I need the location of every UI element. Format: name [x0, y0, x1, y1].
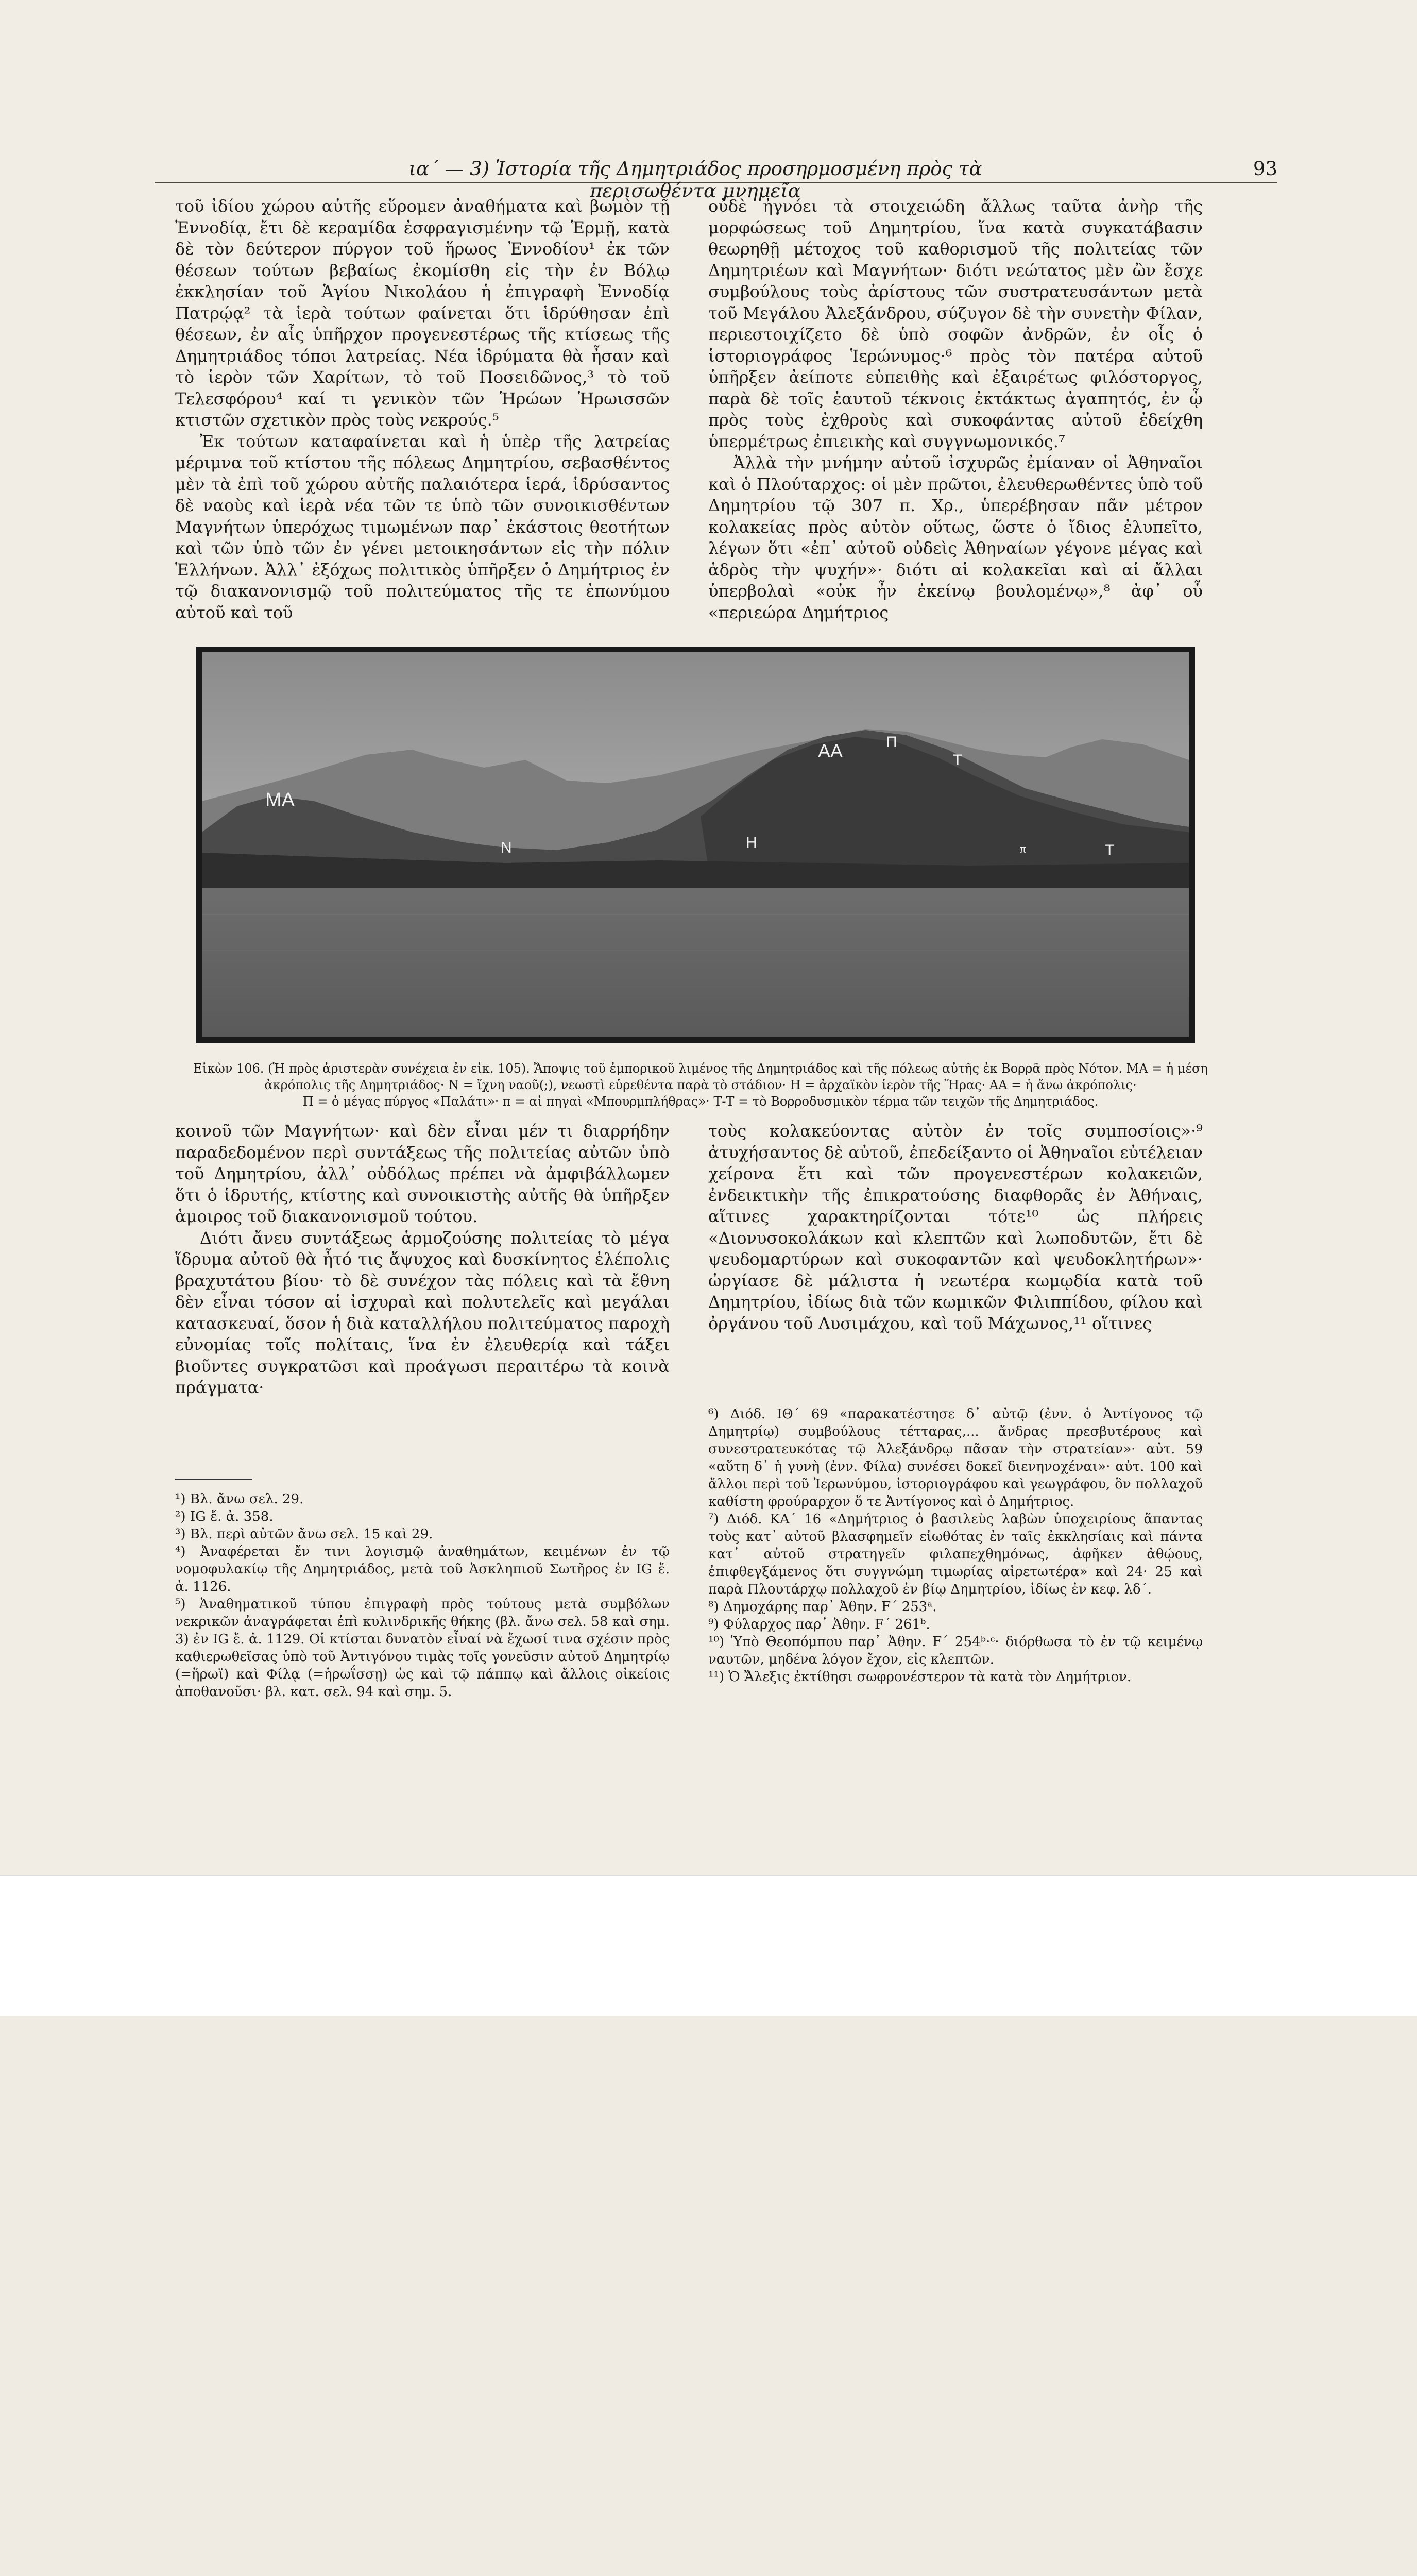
- paragraph: Ἀλλὰ τὴν μνήμην αὐτοῦ ἰσχυρῶς ἐμίαναν οἱ Ἀθηναῖοι καὶ ὁ Πλούταρχος: οἱ μὲν πρῶτοι, ἐλευθερωθέντες ὑπὸ τοῦ Δημητρίου τῷ 307 π. Χρ., ὑπερέβησαν πᾶν μέτρον κολακείας πρὸς αὐτὸν οὕτως, ὥστε ὁ ἴδιος ἐλυπεῖτο, λέγων ὅτι «ἐπ᾽ αὐτοῦ οὐδεὶς Ἀθηναίων γέγονε μέγας καὶ ἁδρὸς τὴν ψυχήν»· διότι αἱ κολακεῖαι καὶ αἱ ἄλλαι ὑπερβολαὶ «οὐκ ἦν ἐκείνῳ βουλομένῳ»,⁸ ἀφ᾽ οὗ «περιεώρα Δημήτριος: [708, 453, 1203, 622]
- harbor-landscape-image: [196, 647, 1195, 1043]
- caption-line: Εἰκὼν 106. (Ἡ πρὸς ἀριστερὰν συνέχεια ἐν εἰκ. 105). Ἄποψις τοῦ ἐμπορικοῦ λιμένος τῆς Δημητριάδος καὶ τῆς πόλεως αὐτῆς ἐκ Βορρᾶ πρὸς Νότον. ΜΑ = ἡ μέση ἀκρόπολις τῆς Δημητριάδος· Ν = ἴχνη ναοῦ(;), νεωστὶ εὑρεθέντα παρὰ τὸ στάδιον· Η = ἀρχαϊκὸν ἱερὸν τῆς Ἥρας· ΑΑ = ἡ ἄνω ἀκρόπολις·: [193, 1061, 1208, 1092]
- footnote: ⁸) Δημοχάρης παρ᾽ Ἀθην. F΄ 253ᵃ.: [708, 1599, 937, 1615]
- right-column-bottom: [708, 1121, 1203, 1334]
- photo-label-p: Π: [886, 734, 897, 751]
- photo-label-pi: π: [1020, 842, 1027, 856]
- caption-line: Π = ὁ μέγας πύργος «Παλάτι»· π = αἱ πηγαὶ «Μπουρμπλήθρας»· Τ-Τ = τὸ Βορροδυσμικὸν τέρμα τῶν τειχῶν τῆς Δημητριάδος.: [302, 1094, 1099, 1109]
- paragraph: κοινοῦ τῶν Μαγνήτων· καὶ δὲν εἶναι μέν τι διαρρήδην παραδεδομένον περὶ συντάξεως τῆς πολιτείας αὐτῶν ὑπὸ τοῦ Δημητρίου, ἀλλ᾽ οὐδόλως πρέπει νὰ ἀμφιβάλλωμεν ὅτι ὁ ἱδρυτής, κτίστης καὶ συνοικιστὴς αὐτῆς θὰ ὑπῆρξεν ἁμοιρος τοῦ διακανονισμοῦ τούτου.: [175, 1121, 670, 1226]
- paragraph: Ἐκ τούτων καταφαίνεται καὶ ἡ ὑπὲρ τῆς λατρείας μέριμνα τοῦ κτίστου τῆς πόλεως Δημητρίου, σεβασθέντος μὲν τὰ ἐπὶ τοῦ χώρου αὐτῆς παλαιότερα ἱερά, ἱδρύσαντος δὲ ναοὺς καὶ ἱερὰ νέα τῶν τε ὑπὸ τῶν συνοικισθέντων Μαγνήτων ὑπερόχως τιμωμένων παρ᾽ ἑκάστοις θεοτήτων καὶ τῶν ὑπὸ τῶν ἐν γένει μετοικησάντων εἰς τὴν πόλιν Ἑλλήνων. Ἀλλ᾽ ἐξόχως πολιτικὸς ὑπῆρξεν ὁ Δημήτριος ἐν τῷ διακανονισμῷ τοῦ πολιτεύματος τῆς τε ἐπωνύμου αὐτοῦ καὶ τοῦ: [175, 431, 670, 622]
- paragraph: οὐδὲ ἠγνόει τὰ στοιχειώδη ἄλλως ταῦτα ἀνὴρ τῆς μορφώσεως τοῦ Δημητρίου, ἵνα κατὰ συγκατάβασιν θεωρηθῇ μέτοχος τοῦ καθορισμοῦ τῆς πολιτείας τῶν Δημητριέων καὶ Μαγνήτων· διότι νεώτατος μὲν ὢν ἔσχε συμβούλους τοὺς ἀρίστους τῶν συστρατευσάντων μετὰ τοῦ Μεγάλου Ἀλεξάνδρου, σύζυγον δὲ τὴν συνετὴν Φίλαν, περιεστοιχίζετο δὲ ὑπὸ σοφῶν ἀνδρῶν, ἐν οἷς ὁ ἱστοριογράφος Ἱερώνυμος·⁶ πρὸς τὸν πατέρα αὐτοῦ ὑπῆρξεν ἀείποτε εὐπειθὴς καὶ ἐξαιρέτως φιλόστοργος, παρὰ δὲ τοῖς ἑαυτοῦ τέκνοις ἐκτάκτως ἀγαπητός, ἐν ᾧ πρὸς τοὺς ἐχθροὺς καὶ συκοφάντας αὐτοῦ ἐδείχθη ὑπερμέτρως ἐπιεικὴς καὶ συγγνωμονικός.⁷: [708, 196, 1203, 451]
- photo-label-h: Η: [746, 834, 757, 851]
- paragraph: τοὺς κολακεύοντας αὐτὸν ἐν τοῖς συμποσίοις»·⁹ ἀτυχήσαντος δὲ αὐτοῦ, ἐπεδείξαντο οἱ Ἀθηναῖοι εὐτέλειαν χείρονα ἔτι καὶ τῶν προγενεστέρων κολακειῶν, ἐνδεικτικὴν τῆς ἐπικρατούσης διαφθορᾶς ἐν Ἀθήναις, αἵτινες χαρακτηρίζονται τότε¹⁰ ὡς πλήρεις «Διονυσοκολάκων καὶ κλεπτῶν καὶ λωποδυτῶν, ἔτι δὲ ψευδομαρτύρων καὶ συκοφαντῶν καὶ ψευδοκλητήρων»· ὠργίασε δὲ μάλιστα ἡ νεωτέρα κωμῳδία κατὰ τοῦ Δημητρίου, ἰδίως διὰ τῶν κωμικῶν Φιλιππίδου, φίλου καὶ ὀργάνου τοῦ Λυσιμάχου, καὶ τοῦ Μάχωνος,¹¹ οἵτινες: [708, 1121, 1203, 1333]
- footnote: ⁴) Ἀναφέρεται ἔν τινι λογισμῷ ἀναθημάτων, κειμένων ἐν τῷ νομοφυλακίῳ τῆς Δημητριάδος, μετὰ τοῦ Ἀσκληπιοῦ Σωτῆρος ἐν IG ἔ. ἀ. 1126.: [175, 1544, 670, 1595]
- footnote: ⁶) Διόδ. ΙΘ΄ 69 «παρακατέστησε δ᾽ αὐτῷ (ἐνν. ὁ Ἀντίγονος τῷ Δημητρίῳ) συμβούλους τέτταρας,... ἄνδρας πρεσβυτέρους καὶ συνεστρατευκότας τῷ Ἀλεξάνδρῳ πᾶσαν τὴν στρατείαν»· αὐτ. 59 «αὕτη δ᾽ ἡ γυνὴ (ἐνν. Φίλα) συνέσει δοκεῖ διενηνοχέναι»· αὐτ. 100 καὶ ἄλλοι περὶ τοῦ Ἱερωνύμου, ἱστοριογράφου καὶ γεωγράφου, ὃν πολλαχοῦ καθίστη φρούραρχον ὅ τε Ἀντίγονος καὶ ὁ Δημήτριος.: [708, 1406, 1203, 1510]
- photo-label-t2: Τ: [1105, 842, 1115, 859]
- figure-caption: [180, 1060, 1221, 1110]
- running-head-title: ια΄ — 3) Ἱστορία τῆς Δημητριάδος προσηρμοσμένη πρὸς τὰ περισωθέντα μνημεῖα: [408, 158, 982, 202]
- right-column-top: [708, 196, 1203, 623]
- footnote: ⁵) Ἀναθηματικοῦ τύπου ἐπιγραφὴ πρὸς τούτους μετὰ συμβόλων νεκρικῶν ἀναγράφεται ἐπὶ κυλινδρικῆς θήκης (βλ. ἄνω σελ. 58 καὶ σημ. 3) ἐν IG ἔ. ἀ. 1129. Οἱ κτίσται δυνατὸν εἶναί νὰ ἔχωσί τινα σχέσιν πρὸς καθιερωθεῖσας ὑπὸ τοῦ Ἀντιγόνου τιμὰς τοῖς γονεῦσιν αὐτοῦ Δημητρίῳ (=ἥρωϊ) καὶ Φίλᾳ (=ἡρωΐσσῃ) ὡς καὶ τῷ πάππῳ καὶ ἄλλοις οἰκείοις ἀποθανοῦσι· βλ. κατ. σελ. 94 καὶ σημ. 5.: [175, 1597, 670, 1700]
- footnotes-left: [175, 1490, 670, 1701]
- harbor-photograph: [196, 647, 1195, 1043]
- footnote: ¹) Βλ. ἄνω σελ. 29.: [175, 1492, 304, 1507]
- footnote: ⁷) Διόδ. ΚΑ΄ 16 «Δημήτριος ὁ βασιλεὺς λαβὼν ὑποχειρίους ἅπαντας τοὺς κατ᾽ αὐτοῦ βλασφημεῖν εἰωθότας ἐν ταῖς ἐκκλησίαις καὶ πάντα κατ᾽ αὐτοῦ στρατηγεῖν φιλαπεχθημόνως, ἀφῆκεν ἀθῴους, ἐπιφθεγξάμενος ὅτι συγγνώμη τιμωρίας αἱρετωτέρα» καὶ 24· 25 καὶ παρὰ Πλουτάρχῳ πολλαχοῦ ἐν βίῳ Δημητρίου, ἰδίως ἐν κεφ. λδ΄.: [708, 1512, 1203, 1597]
- left-column-top: [175, 196, 670, 623]
- left-column-bottom: [175, 1121, 670, 1399]
- footnote: ³) Βλ. περὶ αὐτῶν ἄνω σελ. 15 καὶ 29.: [175, 1527, 433, 1542]
- photo-label-aa: ΑΑ: [818, 740, 843, 761]
- footnote: ¹⁰) Ὑπὸ Θεοπόμπου παρ᾽ Ἀθην. F΄ 254ᵇ·ᶜ· διόρθωσα τὸ ἐν τῷ κειμένῳ ναυτῶν, μηδένα λόγον ἔχον, εἰς κλεπτῶν.: [708, 1634, 1203, 1667]
- viewer-footer: [0, 1875, 1417, 2016]
- photo-label-n: Ν: [501, 839, 512, 856]
- photo-label-ma: ΜΑ: [265, 789, 295, 811]
- paragraph: Διότι ἄνευ συντάξεως ἁρμοζούσης πολιτείας τὸ μέγα ἵδρυμα αὐτοῦ θὰ ἦτό τις ἄψυχος καὶ δυσκίνητος ἑλέπολις βραχυτάτου βίου· τὸ δὲ συνέχον τὰς πόλεις καὶ τὰ ἔθνη δὲν εἶναι τόσον αἱ ἰσχυραὶ καὶ πολυτελεῖς καὶ μεγάλαι κατασκευαί, ὅσον ἡ διὰ καταλλήλου πολιτεύματος παροχὴ εὐνομίας τοῖς πολίταις, ἵνα ἐν ἐλευθερίᾳ καὶ τάξει βιοῦντες συγκρατῶσι καὶ προάγωσι περαιτέρω τὰ κοινὰ πράγματα·: [175, 1228, 670, 1397]
- photo-label-t1: Τ: [953, 752, 963, 769]
- footnote: ²) IG ἔ. ἀ. 358.: [175, 1509, 274, 1524]
- footnote: ⁹) Φύλαρχος παρ᾽ Ἀθην. F΄ 261ᵇ.: [708, 1617, 930, 1632]
- paragraph: τοῦ ἰδίου χώρου αὐτῆς εὕρομεν ἀναθήματα καὶ βωμὸν τῇ Ἐννοδίᾳ, ἔτι δὲ κεραμίδα ἐσφραγισμένην τῷ Ἑρμῇ, κατὰ δὲ τὸν δεύτερον πύργον τοῦ ἥρωος Ἐννοδίου¹ ἐκ τῶν θέσεων τούτων βεβαίως ἐκομίσθη εἰς τὴν ἐν Βόλῳ ἐκκλησίαν τοῦ Ἁγίου Νικολάου ἡ ἐπιγραφὴ Ἐννοδίᾳ Πατρῴᾳ² τὰ ἱερὰ τούτων φαίνεται ὅτι ἱδρύθησαν ἐπὶ θέσεων, ἐν αἷς ὑπῆρχον προγενεστέρως τῆς κτίσεως τῆς Δημητριάδος τόποι λατρείας. Νέα ἱδρύματα θὰ ἦσαν καὶ τὸ ἱερὸν τῶν Χαρίτων, τὸ τοῦ Ποσειδῶνος,³ τὸ τοῦ Τελεσφόρου⁴ καί τι γενικὸν τῶν Ἡρώων Ἡρωισσῶν κτιστῶν σχετικὸν πρὸς τοὺς νεκρούς.⁵: [175, 196, 670, 430]
- footnote: ¹¹) Ὁ Ἄλεξις ἐκτίθησι σωφρονέστερον τὰ κατὰ τὸν Δημήτριον.: [708, 1669, 1132, 1685]
- running-head: [155, 156, 1277, 202]
- footnotes-right: [708, 1405, 1203, 1686]
- footnote-separator: [175, 1479, 252, 1480]
- page-number: 93: [1253, 158, 1277, 180]
